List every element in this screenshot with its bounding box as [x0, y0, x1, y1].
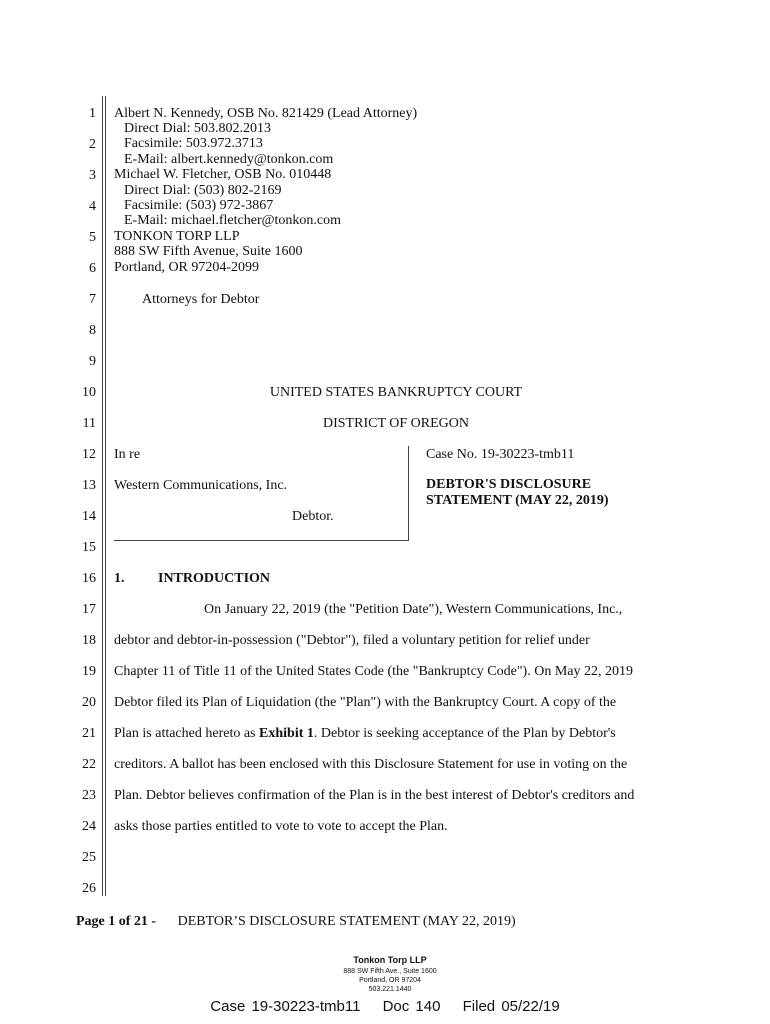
line-number: 1 [89, 106, 96, 121]
attorney-line: Albert N. Kennedy, OSB No. 821429 (Lead Attorney) [114, 106, 418, 121]
line-number: 16 [82, 571, 96, 586]
footer-title: DEBTOR’S DISCLOSURE STATEMENT (MAY 22, 2019) [177, 914, 516, 929]
party-name: Western Communications, Inc. [114, 478, 288, 493]
line-number: 3 [89, 168, 96, 183]
case-number: Case No. 19-30223-tmb11 [426, 447, 575, 462]
line-number: 8 [89, 323, 96, 338]
line-number: 15 [82, 540, 96, 555]
document-title: DEBTOR'S DISCLOSURE [426, 477, 592, 492]
body-line [114, 726, 616, 742]
body-line: Debtor filed its Plan of Liquidation (the "Plan") with the Bankruptcy Court. A copy of the [114, 695, 617, 710]
body-line: Plan. Debtor believes confirmation of the Plan is in the best interest of Debtor's creditors and [114, 788, 635, 803]
exhibit-reference: Exhibit 1 [259, 726, 314, 741]
page-number: Page 1 of 21 - [76, 914, 157, 929]
body-line: Chapter 11 of Title 11 of the United States Code (the "Bankruptcy Code"). On May 22, 2019 [114, 664, 633, 679]
line-number: 7 [89, 292, 96, 307]
body-text: Plan is attached hereto as [114, 726, 260, 741]
pleading-rule-right [105, 96, 106, 896]
attorney-line: E-Mail: michael.fletcher@tonkon.com [124, 213, 341, 228]
body-line: debtor and debtor-in-possession ("Debtor"), filed a voluntary petition for relief under [114, 633, 590, 648]
line-number: 24 [82, 819, 96, 834]
body-line: creditors. A ballot has been enclosed with this Disclosure Statement for use in voting on the [114, 757, 628, 772]
attorney-line: Direct Dial: (503) 802-2169 [124, 183, 282, 198]
firm-phone: 503.221.1440 [368, 986, 412, 993]
in-re: In re [114, 447, 141, 462]
attorney-line: E-Mail: albert.kennedy@tonkon.com [124, 152, 334, 167]
firm-address: Portland, OR 97204 [359, 977, 421, 984]
page-footer [76, 914, 516, 930]
line-number: 26 [82, 881, 96, 896]
firm-address: 888 SW Fifth Ave., Suite 1600 [343, 968, 437, 975]
line-number: 21 [82, 726, 96, 741]
document-title: STATEMENT (MAY 22, 2019) [426, 493, 609, 508]
caption-divider [408, 446, 409, 540]
firm-name: Tonkon Torp LLP [353, 955, 427, 965]
attorney-line: Direct Dial: 503.802.2013 [124, 121, 271, 136]
attorneys-for: Attorneys for Debtor [142, 292, 260, 307]
line-number: 22 [82, 757, 96, 772]
court-name: UNITED STATES BANKRUPTCY COURT [269, 385, 523, 400]
attorney-line: Facsimile: 503.972.3713 [124, 136, 263, 151]
line-number: 10 [82, 385, 96, 400]
line-number: 18 [82, 633, 96, 648]
stamp-filed: Filed 05/22/19 [462, 998, 560, 1015]
line-number: 2 [89, 137, 96, 152]
filing-stamp [150, 998, 620, 1015]
line-number: 19 [82, 664, 96, 679]
party-role: Debtor. [292, 509, 334, 524]
section-heading: INTRODUCTION [158, 571, 271, 586]
court-district: DISTRICT OF OREGON [323, 416, 469, 431]
pleading-rule-left [102, 96, 103, 896]
body-line: asks those parties entitled to vote to vote to accept the Plan. [114, 819, 448, 834]
attorney-line: Michael W. Fletcher, OSB No. 010448 [114, 167, 332, 182]
line-number: 13 [82, 478, 96, 493]
line-number: 25 [82, 850, 96, 865]
line-number: 12 [82, 447, 96, 462]
attorney-line: Portland, OR 97204-2099 [114, 260, 260, 275]
line-number: 11 [82, 416, 96, 431]
body-line: On January 22, 2019 (the "Petition Date"), Western Communications, Inc., [204, 602, 623, 617]
caption-underline [114, 540, 409, 541]
line-number: 14 [82, 509, 96, 524]
attorney-line: Facsimile: (503) 972-3867 [124, 198, 274, 213]
line-number: 9 [89, 354, 96, 369]
body-text: . Debtor is seeking acceptance of the Plan by Debtor's [313, 726, 616, 741]
attorney-line: TONKON TORP LLP [114, 229, 240, 244]
line-number: 6 [89, 261, 96, 276]
section-number: 1. [114, 571, 125, 586]
line-number: 20 [82, 695, 96, 710]
stamp-case: Case 19-30223-tmb11 [210, 998, 361, 1015]
stamp-doc: Doc 140 [382, 998, 441, 1015]
attorney-line: 888 SW Fifth Avenue, Suite 1600 [114, 244, 303, 259]
line-number: 23 [82, 788, 96, 803]
line-number: 17 [82, 602, 96, 617]
line-number: 5 [89, 230, 96, 245]
line-number: 4 [89, 199, 96, 214]
